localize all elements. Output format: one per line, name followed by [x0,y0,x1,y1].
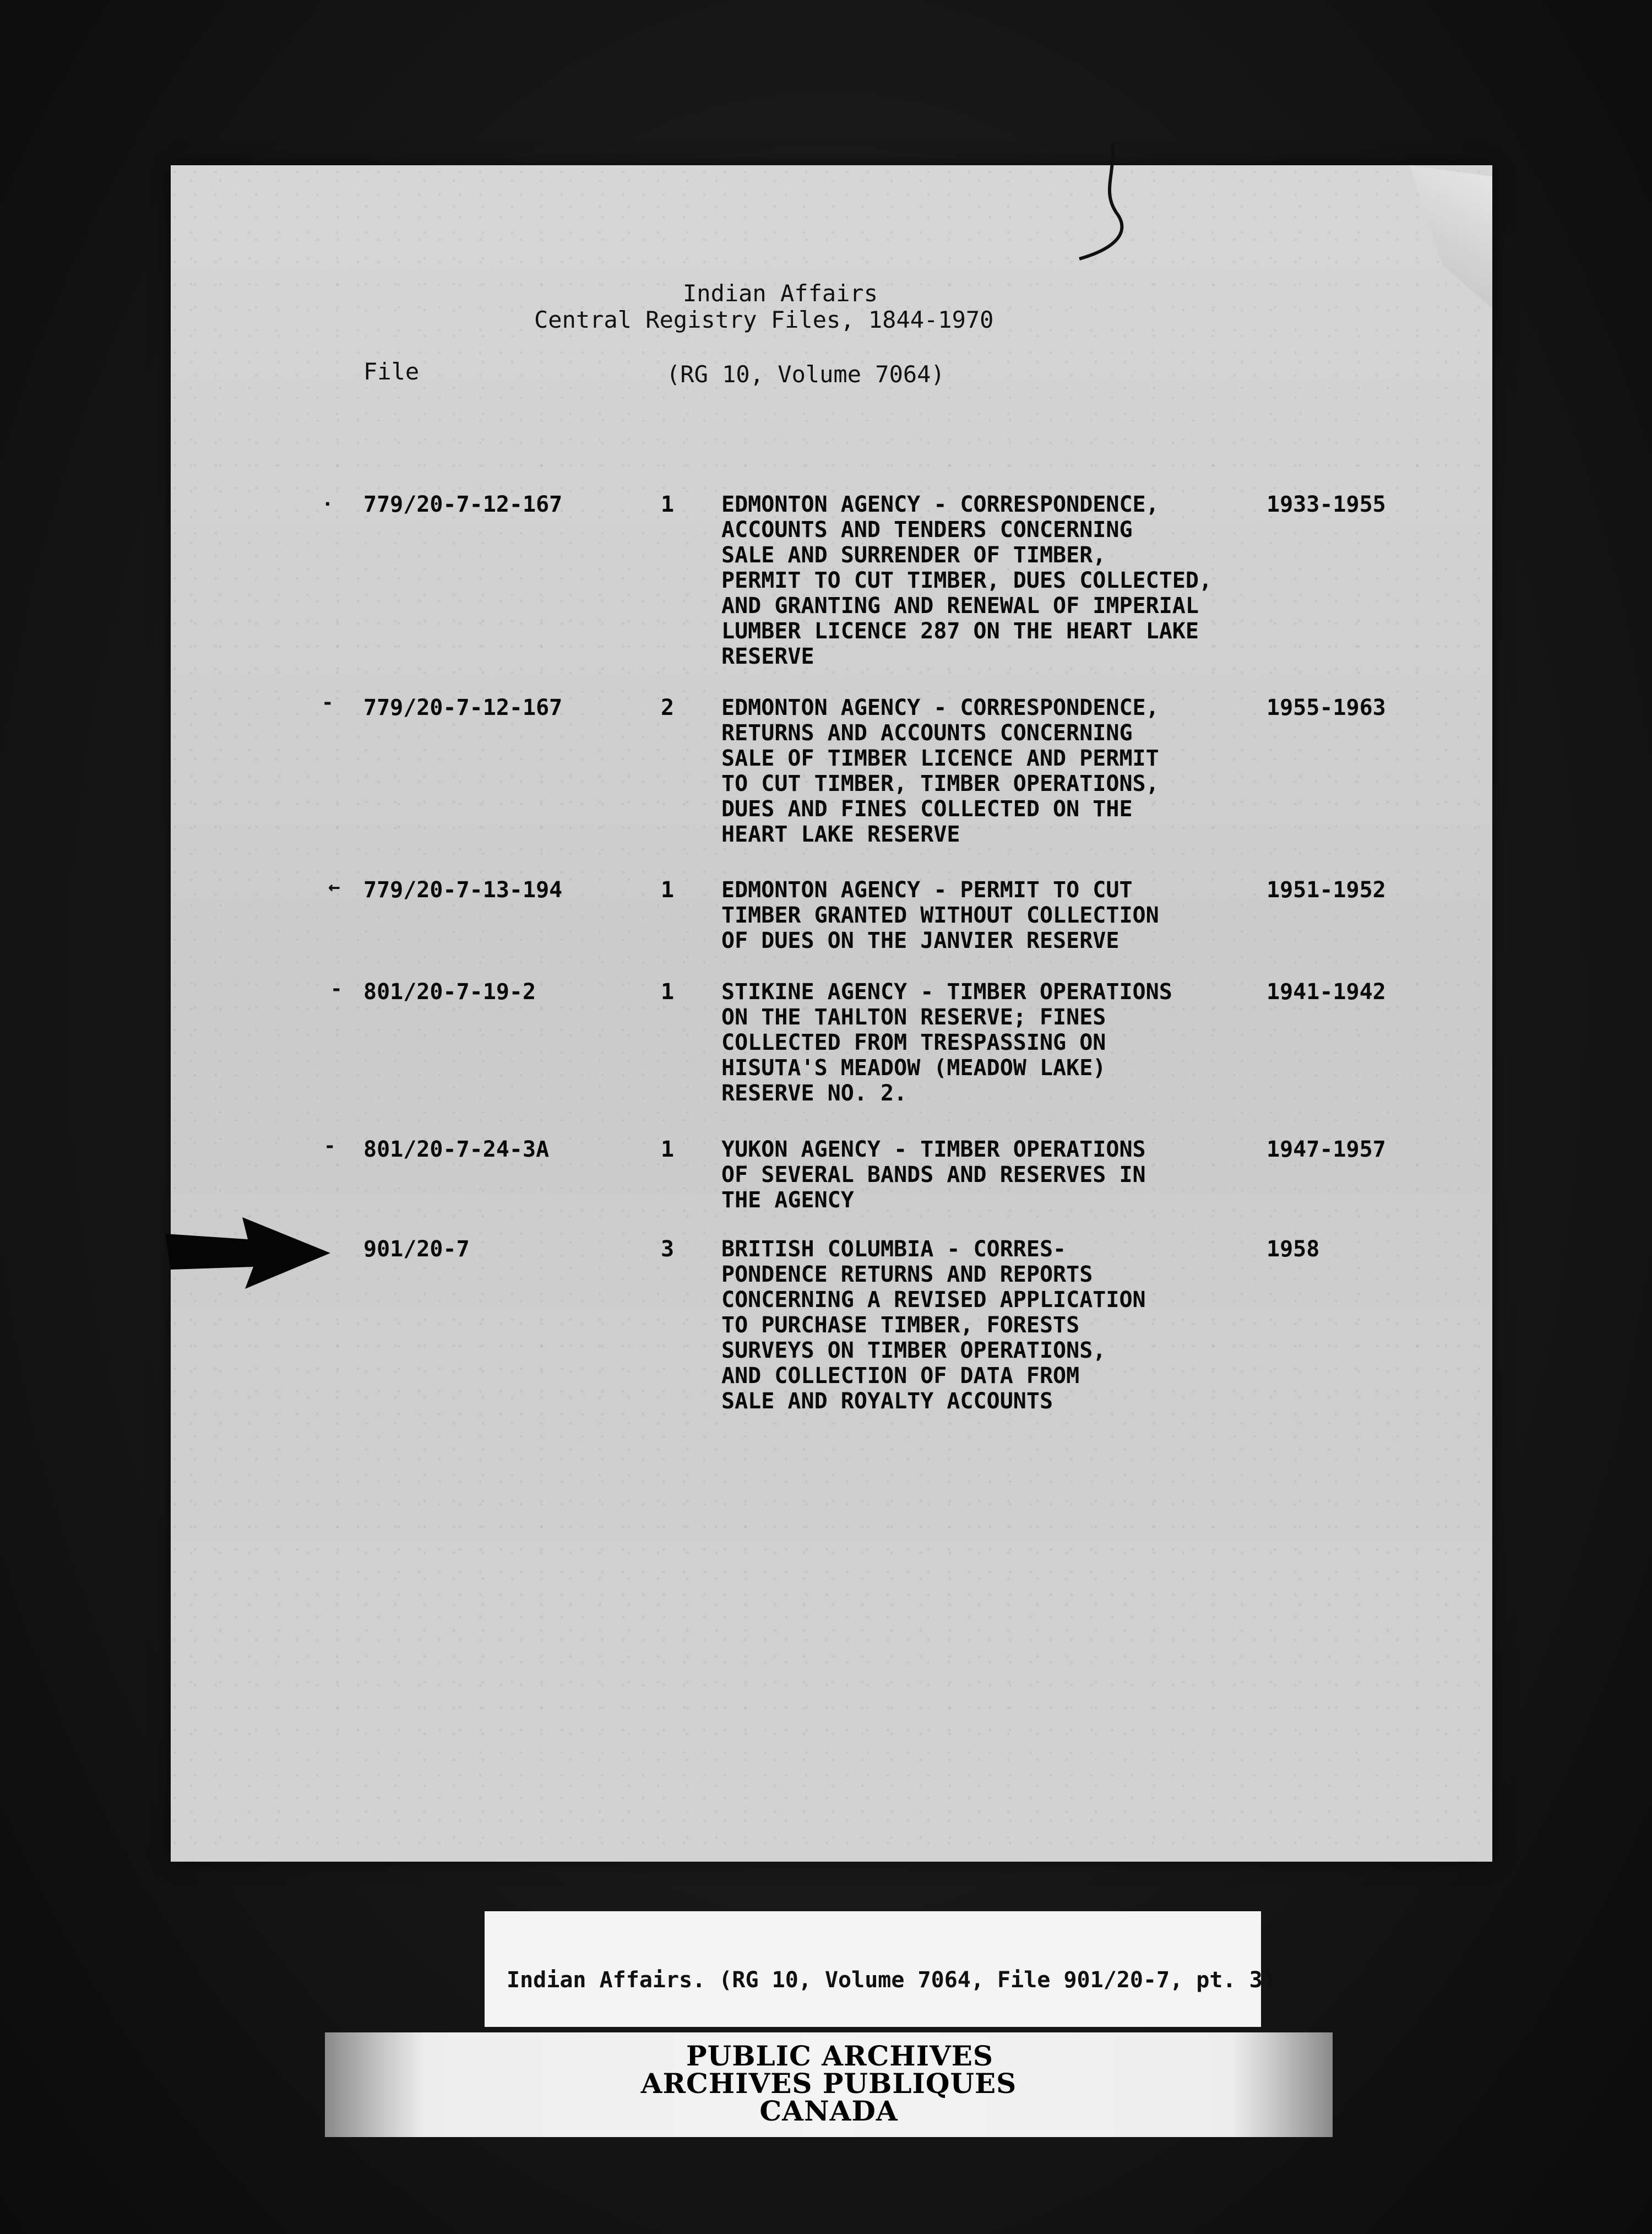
file-part: 2 [661,695,675,720]
file-years: 1955-1963 [1267,695,1386,720]
volume-reference: (RG 10, Volume 7064) [666,361,945,388]
stamp-line: ARCHIVES PUBLIQUES [640,2067,1017,2100]
margin-arrow-tick: ← [328,876,340,898]
document-subtitle: Central Registry Files, 1844-1970 [534,306,994,333]
file-description: EDMONTON AGENCY - PERMIT TO CUT TIMBER GRANTED WITHOUT COLLECTION OF DUES ON THE JANVIER RESERVE [721,877,1159,953]
file-number: 779/20-7-13-194 [363,877,563,903]
file-part: 1 [661,492,675,517]
file-years: 1958 [1267,1237,1320,1262]
file-part: 1 [661,877,675,903]
file-description: YUKON AGENCY - TIMBER OPERATIONS OF SEVERAL BANDS AND RESERVES IN THE AGENCY [721,1137,1146,1213]
file-part: 1 [661,1137,675,1162]
margin-tick: · [322,493,334,516]
reference-label-text: Indian Affairs. (RG 10, Volume 7064, File 901/20-7, pt. 3) [507,1967,1276,1993]
file-years: 1941-1942 [1267,979,1386,1005]
file-part: 3 [661,1237,675,1262]
document-title: Indian Affairs [683,280,878,307]
file-years: 1951-1952 [1267,877,1386,903]
file-years: 1947-1957 [1267,1137,1386,1162]
file-description: EDMONTON AGENCY - CORRESPONDENCE, ACCOUNTS AND TENDERS CONCERNING SALE AND SURRENDER OF TIMBER, PERMIT TO CUT TIMBER, DUES COLLECTED, AND GRANTING AND RENEWAL OF IMPERIAL LUMBER LICENCE 287 ON THE HEART LAKE RESERVE [721,492,1213,669]
file-number: 901/20-7 [363,1237,470,1262]
file-number: 779/20-7-12-167 [363,492,563,517]
margin-tick: - [324,1135,336,1157]
pointing-arrow-icon [165,1212,330,1294]
stamp-line: CANADA [759,2095,898,2127]
file-number: 779/20-7-12-167 [363,695,563,720]
margin-tick: - [330,978,343,1000]
file-years: 1933-1955 [1267,492,1386,517]
file-number: 801/20-7-24-3A [363,1137,550,1162]
file-description: STIKINE AGENCY - TIMBER OPERATIONS ON THE TAHLTON RESERVE; FINES COLLECTED FROM TRESPASSING ON HISUTA'S MEADOW (MEADOW LAKE) RESERVE NO. 2. [721,979,1172,1106]
margin-tick: - [322,691,334,714]
archives-stamp [325,2042,1333,2125]
pen-mark [1068,143,1134,275]
archives-stamp-strip [325,2032,1333,2137]
column-header-file: File [363,358,420,385]
file-description: BRITISH COLUMBIA - CORRES- PONDENCE RETURNS AND REPORTS CONCERNING A REVISED APPLICATION TO PURCHASE TIMBER, FORESTS SURVEYS ON TIMBER OPERATIONS, AND COLLECTION OF DATA FROM SALE AND ROYALTY ACCOUNTS [721,1237,1146,1414]
file-part: 1 [661,979,675,1005]
file-description: EDMONTON AGENCY - CORRESPONDENCE, RETURNS AND ACCOUNTS CONCERNING SALE OF TIMBER LICENCE AND PERMIT TO CUT TIMBER, TIMBER OPERATIONS, DUES AND FINES COLLECTED ON THE HEART LAKE RESERVE [721,695,1159,847]
file-number: 801/20-7-19-2 [363,979,536,1005]
stamp-line: PUBLIC ARCHIVES [686,2040,993,2072]
reference-label-card [485,1911,1276,2027]
